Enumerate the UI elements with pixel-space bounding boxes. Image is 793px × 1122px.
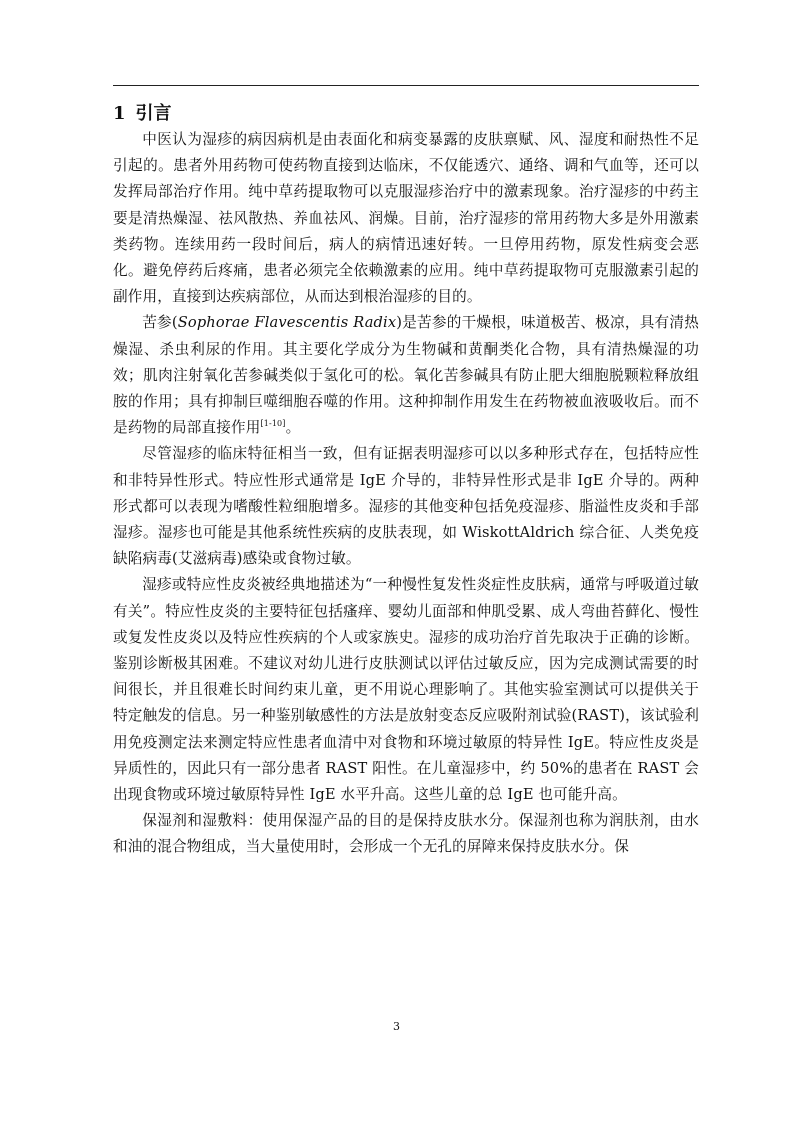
section-heading: [113, 101, 172, 127]
citation-reference: [1-10]: [260, 419, 286, 429]
latin-name: Sophorae Flavescentis Radix: [177, 314, 397, 332]
header-rule: [113, 85, 699, 86]
paragraph-2: [113, 310, 699, 441]
section-number: 1: [113, 103, 126, 124]
paragraph-1: 中医认为湿疹的病因病机是由表面化和病变暴露的皮肤禀赋、风、湿度和耐热性不足引起的。患者外用药物可使药物直接到达临床，不仅能透穴、通络、调和气血等，还可以发挥局部治疗作用。纯中草药提取物可以克服湿疹治疗中的激素现象。治疗湿疹的中药主要是清热燥湿、祛风散热、养血祛风、润燥。目前，治疗湿疹的常用药物大多是外用激素类药物。连续用药一段时间后，病人的病情迅速好转。一旦停用药物，原发性病变会恶化。避免停药后疼痛，患者必须完全依赖激素的应用。纯中草药提取物可克服激素引起的副作用，直接到达疾病部位，从而达到根治湿疹的目的。: [113, 131, 699, 306]
paragraph-2-body: )是苦参的干燥根，味道极苦、极凉，具有清热燥湿、杀虫利尿的作用。其主要化学成分为生物碱和黄酮类化合物，具有清热燥湿的功效；肌肉注射氧化苦参碱类似于氢化可的松。氧化苦参碱具有防止肥大细胞脱颗粒释放组胺的作用；具有抑制巨噬细胞吞噬的作用。这种抑制作用发生在药物被血液吸收后。而不是药物的局部直接作用: [113, 314, 699, 437]
section-title: 引言: [135, 103, 172, 124]
page-number: 3: [393, 1020, 400, 1033]
body-text: [113, 127, 699, 861]
paragraph-5: 保湿剂和湿敷料：使用保湿产品的目的是保持皮肤水分。保湿剂也称为润肤剂，由水和油的混合物组成，当大量使用时，会形成一个无孔的屏障来保持皮肤水分。保: [113, 812, 699, 856]
paragraph-3: 尽管湿疹的临床特征相当一致，但有证据表明湿疹可以以多种形式存在，包括特应性和非特异性形式。特应性形式通常是 IgE 介导的，非特异性形式是非 IgE 介导的。两种形式都可以表现为嗜酸性粒细胞增多。湿疹的其他变种包括免疫湿疹、脂溢性皮炎和手部湿疹。湿疹也可能是其他系统性疾病的皮肤表现，如 WiskottAldrich 综合征、人类免疫缺陷病毒(艾滋病毒)感染或食物过敏。: [113, 445, 699, 568]
paragraph-4: 湿疹或特应性皮炎被经典地描述为“一种慢性复发性炎症性皮肤病，通常与呼吸道过敏有关”。特应性皮炎的主要特征包括瘙痒、婴幼儿面部和伸肌受累、成人弯曲苔藓化、慢性或复发性皮炎以及特应性疾病的个人或家族史。湿疹的成功治疗首先取决于正确的诊断。鉴别诊断极其困难。不建议对幼儿进行皮肤测试以评估过敏反应，因为完成测试需要的时间很长，并且很难长时间约束儿童，更不用说心理影响了。其他实验室测试可以提供关于特定触发的信息。另一种鉴别敏感性的方法是放射变态反应吸附剂试验(RAST)，该试验利用免疫测定法来测定特应性患者血清中对食物和环境过敏原的特异性 IgE。特应性皮炎是异质性的，因此只有一部分患者 RAST 阳性。在儿童湿疹中，约 50%的患者在 RAST 会出现食物或环境过敏原特异性 IgE 水平升高。这些儿童的总 IgE 也可能升高。: [113, 576, 699, 804]
paragraph-2-end: 。: [285, 419, 301, 437]
paragraph-2-start: 苦参(: [142, 314, 178, 332]
